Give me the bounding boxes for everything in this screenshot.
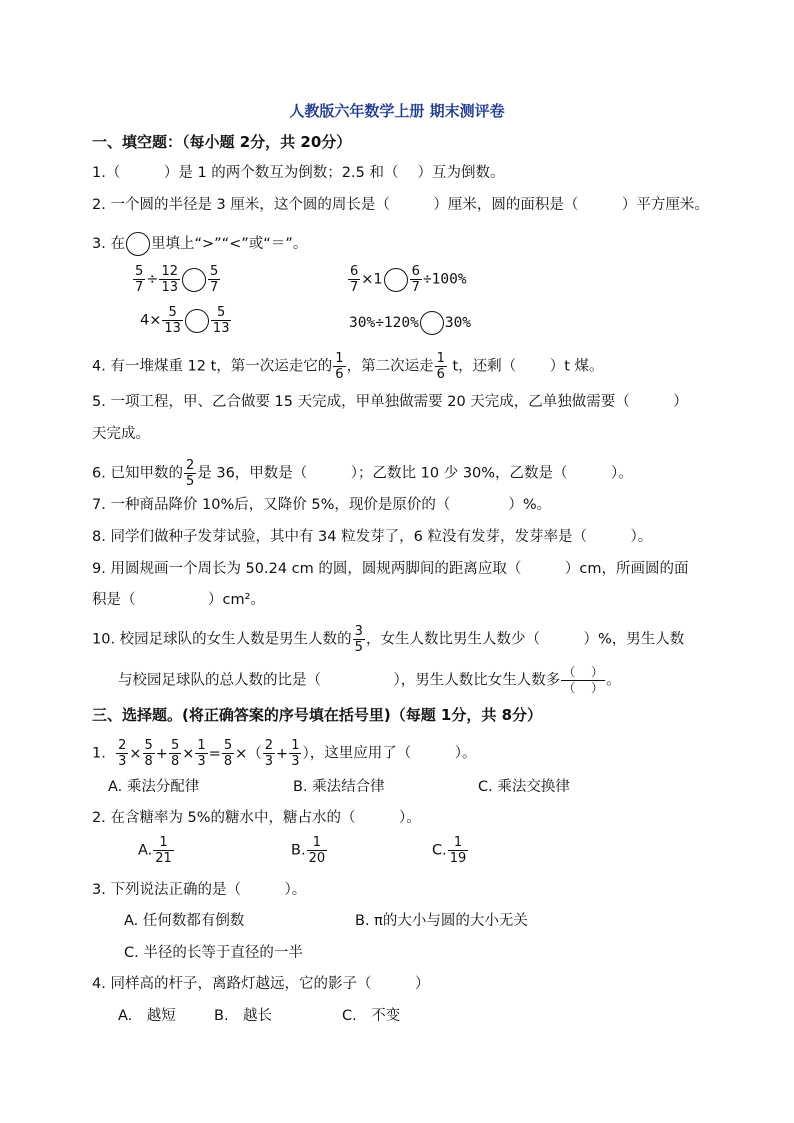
question-1-7: 7. 一种商品降价 10%后，又降价 5%，现价是原价的（ ）%。 [92, 497, 552, 513]
question-1-6: 6. 已知甲数的 $\frac{2}{5}$ 是 36，甲数是（ ）；乙数比 10 少 30%，乙数是（ ）。 [92, 458, 633, 489]
section3-heading: 三、选择题。(将正确答案的序号填在括号里)（每题 1分，共 8分） [92, 706, 543, 724]
section1-heading: 一、填空题：（每小题 2分，共 20分） [92, 133, 352, 151]
q32-option-a: A. $\frac{1}{21}$ [138, 835, 172, 866]
q31-operator: × [129, 745, 142, 762]
q3-item-4: 30%÷120% 30% [349, 311, 471, 335]
q34-option-c: C. 不变 [342, 1008, 401, 1024]
q31-option-c: C. 乘法交换律 [478, 779, 570, 795]
q31-option-a: A. 乘法分配律 [108, 779, 200, 795]
question-1-3 [92, 232, 307, 256]
q34-option-b: B. 越长 [214, 1008, 273, 1024]
question-1-10: 10. 校园足球队的女生人数是男生人数的 $\frac{3}{5}$ ，女生人数比男生人数少（ ）%，男生人数 [92, 624, 685, 655]
q34-option-a: A. 越短 [118, 1008, 176, 1024]
q3-item-1: $\frac{5}{7}$ ÷ $\frac{12}{13}$ $\frac{5}{7}$ [135, 264, 219, 295]
q31-operator: ） [302, 745, 310, 762]
q31-fraction: $\frac{1}{3}$ [291, 738, 300, 769]
q31-fraction: $\frac{5}{8}$ [144, 738, 153, 769]
q3-item-2: $\frac{6}{7}$ ×1 $\frac{6}{7}$ ÷100% [350, 264, 467, 295]
q31-fraction: $\frac{5}{8}$ [170, 738, 180, 769]
question-3-4: 4. 同样高的杆子，离路灯越远，它的影子（ ） [92, 976, 430, 992]
question-1-10-cont: 与校园足球队的总人数的比是（ ），男生人数比女生人数多 $\frac{( )}{( )}$ 。 [118, 665, 621, 695]
question-1-4: 4. 有一堆煤重 12 t，第一次运走它的 $\frac{1}{6}$ ，第二次运走 $\frac{1}{6}$ t，还剩（ ）t 煤。 [92, 351, 604, 382]
page-title: 人教版六年数学上册 期末测评卷 [289, 102, 505, 120]
q31-operator: + [155, 745, 168, 762]
question-1-2: 2. 一个圆的半径是 3 厘米，这个圆的周长是（ ）厘米，圆的面积是（ ）平方厘米。 [92, 197, 709, 213]
question-1-8: 8. 同学们做种子发芽试验，其中有 34 粒发芽了，6 粒没有发芽，发芽率是（ ）。 [92, 529, 653, 545]
q31-operator: × [182, 745, 195, 762]
q33-option-a: A. 任何数都有倒数 [124, 913, 245, 929]
question-3-2: 2. 在含糖率为 5%的糖水中，糖占水的（ ）。 [92, 810, 421, 826]
q33-option-b: B. π的大小与圆的大小无关 [355, 913, 528, 929]
question-3-1: 1. $\frac{2}{3}$ × $\frac{5}{8}$ + $\frac{5}{8}$ × $\frac{1}{3}$ = $\frac{5}{8}$ ×（ $\frac{2}{3}$ + $\frac{1}{3}$ ），这里应用了（ ）。 [92, 738, 477, 769]
question-1-1: 1.（ ）是 1 的两个数互为倒数；2.5 和（ ）互为倒数。 [92, 165, 505, 181]
q33-option-c: C. 半径的长等于直径的一半 [124, 945, 303, 961]
q31-operator: = [208, 745, 221, 762]
q31-option-b: B. 乘法结合律 [293, 779, 385, 795]
question-1-9-cont: 积是（ ）cm²。 [92, 592, 265, 608]
compare-circle-icon [182, 268, 206, 292]
q31-operator: ×（ [235, 745, 262, 762]
q31-fraction: $\frac{2}{3}$ [264, 738, 274, 769]
q31-fraction: $\frac{2}{3}$ [118, 738, 127, 769]
q3-text-b: 里填上“>”“<”或“＝”。 [150, 236, 308, 252]
compare-circle-icon [420, 311, 444, 335]
q3-item-3: 4× $\frac{5}{13}$ $\frac{5}{13}$ [140, 305, 230, 336]
q32-option-c: C. $\frac{1}{19}$ [432, 835, 467, 866]
question-1-5-cont: 天完成。 [92, 426, 150, 442]
question-1-9: 9. 用圆规画一个周长为 50.24 cm 的圆，圆规两脚间的距离应取（ ）cm，所画圆的面 [92, 561, 689, 577]
question-1-5: 5. 一项工程，甲、乙合做要 15 天完成，甲单独做需要 20 天完成，乙单独做需要（ ） [92, 394, 688, 410]
q31-fraction: $\frac{5}{8}$ [223, 738, 233, 769]
compare-circle-icon [126, 232, 150, 256]
compare-circle-icon [384, 268, 408, 292]
question-3-3: 3. 下列说法正确的是（ ）。 [92, 882, 307, 898]
q32-option-b: B. $\frac{1}{20}$ [291, 835, 326, 866]
compare-circle-icon [185, 309, 209, 333]
q3-text-a: 3. 在 [92, 236, 125, 252]
q31-fraction: $\frac{1}{3}$ [197, 738, 206, 769]
q31-operator: + [276, 745, 289, 762]
